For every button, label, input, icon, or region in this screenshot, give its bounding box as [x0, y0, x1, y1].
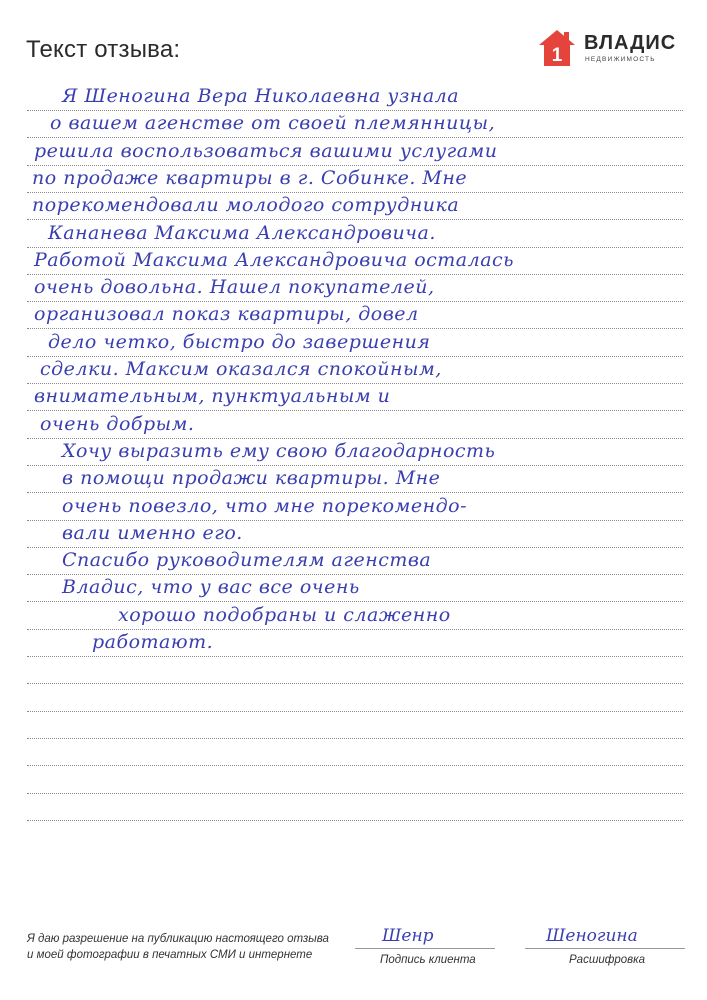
- handwritten-line: вали именно его.: [62, 522, 243, 544]
- ruled-line: [27, 711, 683, 712]
- handwritten-line: сделки. Максим оказался спокойным,: [40, 358, 442, 380]
- handwritten-line: по продаже квартиры в г. Собинке. Мне: [32, 167, 468, 189]
- handwritten-line: Хочу выразить ему свою благодарность: [62, 440, 496, 462]
- handwritten-line: Кананева Максима Александровича.: [48, 222, 436, 244]
- ruled-line: [27, 301, 683, 302]
- ruled-line: [27, 629, 683, 630]
- logo-subtitle: НЕДВИЖИМОСТЬ: [585, 56, 656, 63]
- ruled-line: [27, 219, 683, 220]
- handwritten-line: решила воспользоваться вашими услугами: [34, 140, 498, 162]
- ruled-line: [27, 465, 683, 466]
- decoding-line: [525, 948, 685, 949]
- handwritten-line: в помощи продажи квартиры. Мне: [62, 467, 441, 489]
- ruled-line: [27, 574, 683, 575]
- ruled-line: [27, 683, 683, 684]
- ruled-line: [27, 656, 683, 657]
- signature-line: [355, 948, 495, 949]
- ruled-line: [27, 438, 683, 439]
- svg-text:1: 1: [551, 45, 563, 66]
- ruled-line: [27, 738, 683, 739]
- signature-caption: Подпись клиента: [380, 954, 476, 966]
- ruled-line: [27, 820, 683, 821]
- handwritten-line: Работой Максима Александровича осталась: [34, 249, 515, 271]
- client-signature: Шенр: [382, 926, 434, 946]
- handwritten-line: организовал показ квартиры, довел: [34, 303, 419, 325]
- handwritten-line: порекомендовали молодого сотрудника: [32, 194, 460, 216]
- handwritten-line: Спасибо руководителям агенства: [62, 549, 432, 571]
- handwritten-line: о вашем агенстве от своей племянницы,: [50, 112, 496, 134]
- ruled-line: [27, 247, 683, 248]
- handwritten-line: дело четко, быстро до завершения: [48, 331, 431, 353]
- handwritten-line: очень добрым.: [40, 413, 195, 435]
- consent-line-1: Я даю разрешение на публикацию настоящего отзыва: [27, 933, 329, 945]
- handwritten-line: внимательным, пунктуальным и: [34, 385, 391, 407]
- ruled-line: [27, 547, 683, 548]
- ruled-line: [27, 520, 683, 521]
- ruled-line: [27, 274, 683, 275]
- ruled-line: [27, 137, 683, 138]
- ruled-line: [27, 110, 683, 111]
- handwritten-line: хорошо подобраны и слаженно: [118, 604, 451, 626]
- handwritten-line: работают.: [92, 631, 214, 653]
- consent-line-2: и моей фотографии в печатных СМИ и интернете: [27, 949, 313, 961]
- ruled-line: [27, 192, 683, 193]
- handwritten-line: Я Шеногина Вера Николаевна узнала: [62, 85, 460, 107]
- handwritten-line: Владис, что у вас все очень: [62, 576, 360, 598]
- ruled-line: [27, 765, 683, 766]
- decoding-caption: Расшифровка: [569, 954, 645, 966]
- logo-name: ВЛАДИС: [584, 32, 677, 54]
- ruled-line: [27, 383, 683, 384]
- page-title: Текст отзыва:: [26, 36, 181, 63]
- ruled-line: [27, 601, 683, 602]
- ruled-line: [27, 356, 683, 357]
- handwritten-line: очень повезло, что мне порекомендо-: [62, 495, 468, 517]
- ruled-line: [27, 793, 683, 794]
- ruled-line: [27, 410, 683, 411]
- ruled-line: [27, 328, 683, 329]
- signature-decoding: Шеногина: [546, 926, 638, 946]
- consent-text: [27, 931, 329, 963]
- ruled-line: [27, 165, 683, 166]
- handwritten-line: очень довольна. Нашел покупателей,: [34, 276, 435, 298]
- ruled-line: [27, 492, 683, 493]
